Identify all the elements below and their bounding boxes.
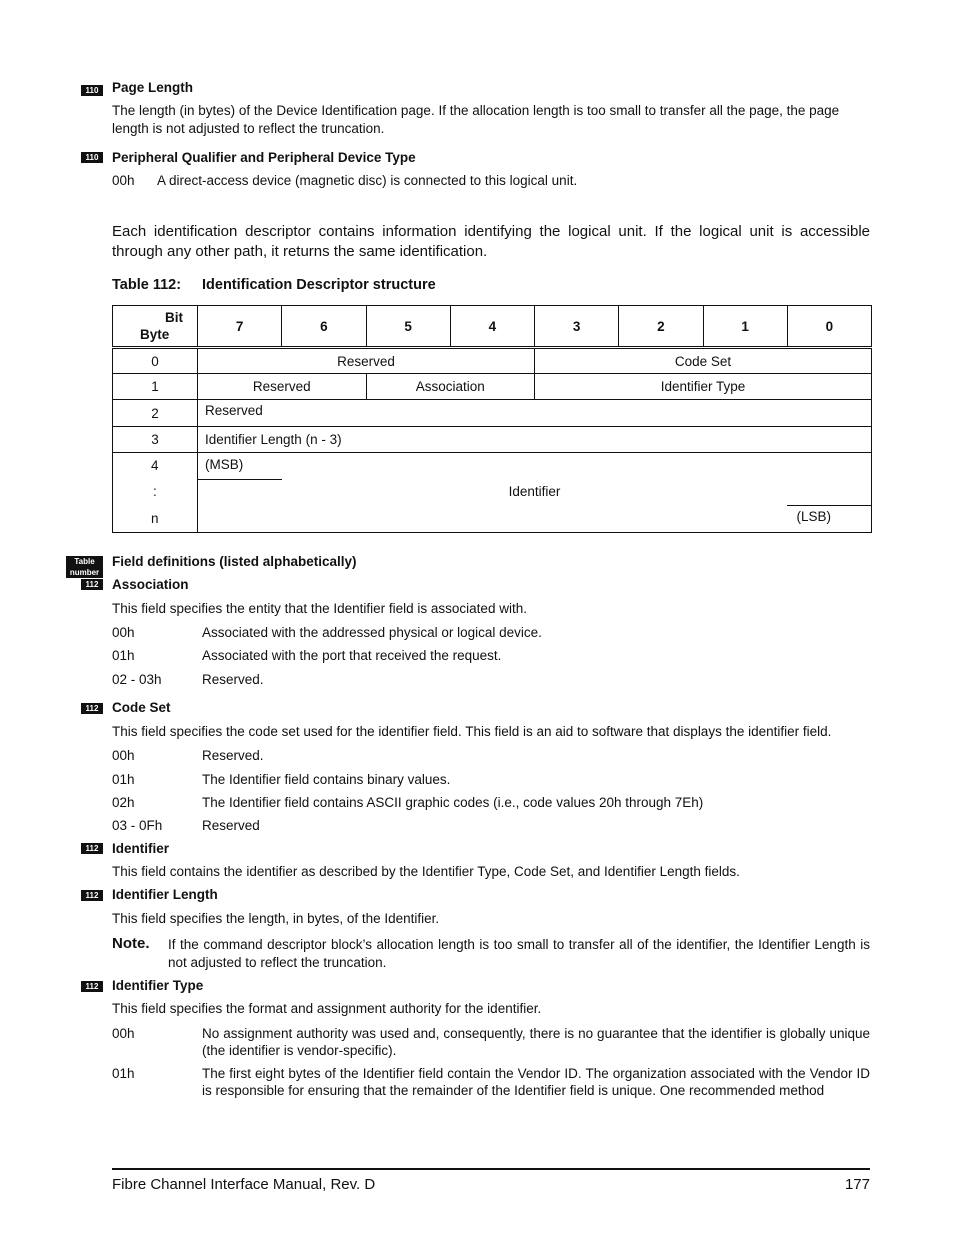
paragraph: This field specifies the format and assignment authority for the identifier. xyxy=(112,1001,542,1016)
bit-header: 6 xyxy=(282,306,366,348)
section-heading: Identifier xyxy=(112,841,170,856)
table-tag: 112 xyxy=(81,981,103,992)
note-label: Note. xyxy=(112,935,150,952)
bit-header: 5 xyxy=(366,306,450,348)
code-value: 01h xyxy=(112,772,135,787)
paragraph: This field specifies the length, in bytes, of the Identifier. xyxy=(112,911,440,926)
bit-label: Bit xyxy=(165,310,183,325)
byte-end: n xyxy=(151,511,159,526)
bit-header: 0 xyxy=(787,306,871,348)
table-row xyxy=(113,427,872,453)
msb-label: (MSB) xyxy=(205,457,244,472)
byte-cell: 0 xyxy=(113,348,198,374)
bit-header-row xyxy=(113,306,872,348)
table-row xyxy=(113,400,872,427)
table-caption-title: Identification Descriptor structure xyxy=(202,277,436,293)
section-heading: Page Length xyxy=(112,80,194,95)
bit-byte-cell xyxy=(113,306,198,348)
bit-header: 4 xyxy=(450,306,534,348)
reserved-cell: Reserved xyxy=(198,348,535,374)
code-desc: The Identifier field contains binary values. xyxy=(202,772,451,787)
identifier-length-cell: Identifier Length (n - 3) xyxy=(198,427,872,453)
section-heading: Identifier Length xyxy=(112,887,218,902)
note-text: If the command descriptor block’s allocation length is too small to transfer all of the identifier, the Identifier Length is not adjusted to reflect the truncation. xyxy=(168,937,870,970)
code-value: 00h xyxy=(112,748,135,763)
code-value: 01h xyxy=(112,648,135,663)
reserved-cell: Reserved xyxy=(198,374,367,400)
section-heading: Identifier Type xyxy=(112,978,204,993)
table-tag: 112 xyxy=(81,579,103,590)
byte-range-cell xyxy=(113,453,198,533)
descriptor-table xyxy=(112,305,872,533)
byte-cell: 1 xyxy=(113,374,198,400)
table-tag: 110 xyxy=(81,85,103,96)
code-desc: A direct-access device (magnetic disc) is connected to this logical unit. xyxy=(157,173,578,188)
table-row xyxy=(113,374,872,400)
paragraph: This field specifies the code set used for the identifier field. This field is an aid to software that displays the identifier field. xyxy=(112,724,832,739)
msb-divider xyxy=(198,479,282,480)
table-tag: 110 xyxy=(81,152,103,163)
reserved-cell: Reserved xyxy=(198,400,872,427)
identifier-label: Identifier xyxy=(508,484,561,499)
fields-heading: Field definitions (listed alphabetically) xyxy=(112,554,357,569)
footer-title: Fibre Channel Interface Manual, Rev. D xyxy=(112,1176,376,1193)
code-desc: Reserved. xyxy=(202,748,264,763)
code-desc: Associated with the addressed physical or logical device. xyxy=(202,625,542,640)
bit-header: 2 xyxy=(619,306,703,348)
table-row xyxy=(113,453,872,533)
code-value: 02 - 03h xyxy=(112,672,162,687)
bit-header: 1 xyxy=(703,306,787,348)
table-number-tag xyxy=(66,556,103,578)
bit-header: 7 xyxy=(198,306,282,348)
paragraph: This field specifies the entity that the Identifier field is associated with. xyxy=(112,601,527,616)
lsb-divider xyxy=(787,505,871,506)
table-tag: 112 xyxy=(81,703,103,714)
table-tag: 112 xyxy=(81,890,103,901)
code-value: 01h xyxy=(112,1066,135,1081)
section-heading: Code Set xyxy=(112,700,171,715)
paragraph: This field contains the identifier as described by the Identifier Type, Code Set, and Identifier Length fields. xyxy=(112,864,740,879)
byte-dots: : xyxy=(153,484,157,499)
identifier-type-cell: Identifier Type xyxy=(535,374,872,400)
code-value: 03 - 0Fh xyxy=(112,818,163,833)
section-heading: Association xyxy=(112,577,189,592)
tag-line: Table xyxy=(74,557,95,566)
code-desc: The first eight bytes of the Identifier field contain the Vendor ID. The organization associated with the Vendor ID is responsible for ensuring that the remainder of the Identifier field is unique. One recommended method xyxy=(202,1066,870,1098)
paragraph: The length (in bytes) of the Device Identification page. If the allocation length is too small to transfer all the page, the page length is not adjusted to reflect the truncation. xyxy=(112,103,840,136)
code-desc: Associated with the port that received the request. xyxy=(202,648,502,663)
intro-paragraph: Each identification descriptor contains information identifying the logical unit. If the logical unit is accessible through any other path, it returns the same identification. xyxy=(112,223,870,260)
byte-cell: 2 xyxy=(113,400,198,427)
code-desc: No assignment authority was used and, consequently, there is no guarantee that the identifier is globally unique (the identifier is vendor-specific). xyxy=(202,1026,870,1058)
table-row xyxy=(113,348,872,374)
table-caption-number: Table 112: xyxy=(112,277,182,293)
code-set-cell: Code Set xyxy=(535,348,872,374)
section-heading: Peripheral Qualifier and Peripheral Device Type xyxy=(112,150,416,165)
byte-label: Byte xyxy=(140,327,170,342)
identifier-cell xyxy=(198,453,872,533)
code-value: 02h xyxy=(112,795,135,810)
footer-rule xyxy=(112,1168,870,1170)
bit-header: 3 xyxy=(535,306,619,348)
page-number: 177 xyxy=(844,1176,870,1193)
byte-cell: 3 xyxy=(113,427,198,453)
code-value: 00h xyxy=(112,173,135,188)
code-desc: Reserved. xyxy=(202,672,264,687)
association-cell: Association xyxy=(366,374,535,400)
code-value: 00h xyxy=(112,1026,135,1041)
code-desc: Reserved xyxy=(202,818,260,833)
table-tag: 112 xyxy=(81,843,103,854)
code-value: 00h xyxy=(112,625,135,640)
tag-line: number xyxy=(69,568,100,577)
byte-start: 4 xyxy=(151,458,159,473)
lsb-label: (LSB) xyxy=(796,509,831,524)
code-desc: The Identifier field contains ASCII graphic codes (i.e., code values 20h through 7Eh) xyxy=(202,795,704,810)
